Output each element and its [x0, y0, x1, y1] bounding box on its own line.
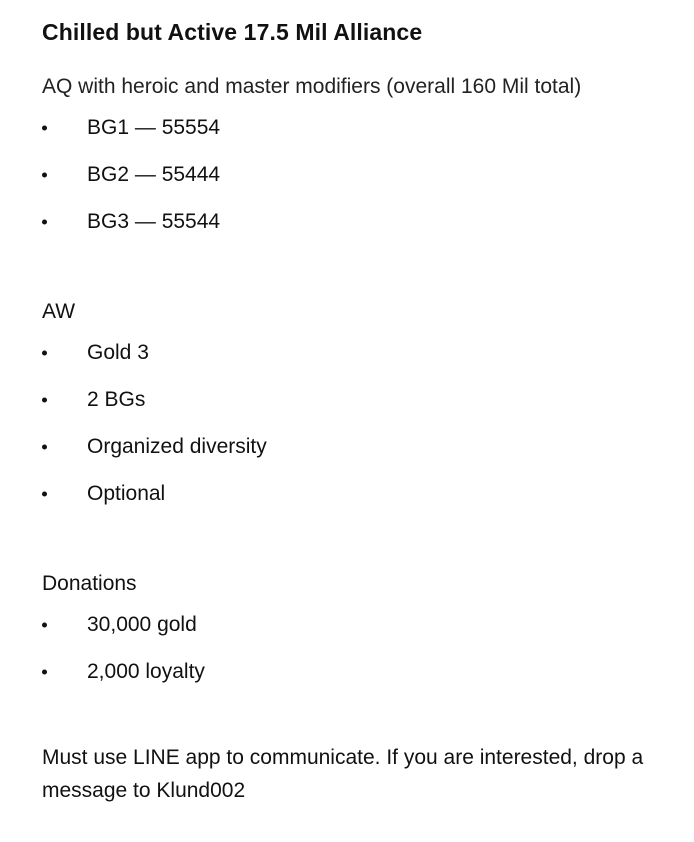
list-item-text: BG2 — 55444 [87, 163, 221, 186]
list-item [42, 423, 674, 470]
list-item-text: BG3 — 55544 [87, 210, 221, 233]
aw-list [42, 329, 674, 517]
bullet-icon [42, 397, 47, 402]
list-item [42, 151, 674, 198]
bullet-icon [42, 491, 47, 496]
list-item [42, 104, 674, 151]
post-content [42, 14, 674, 828]
list-item [42, 648, 674, 695]
list-item [42, 601, 674, 648]
list-item [42, 376, 674, 423]
bullet-icon [42, 350, 47, 355]
bullet-icon [42, 125, 47, 130]
list-item-text: Organized diversity [87, 435, 267, 458]
bullet-icon [42, 172, 47, 177]
bullet-icon [42, 669, 47, 674]
list-item-text: BG1 — 55554 [87, 116, 221, 139]
list-item-text: Gold 3 [87, 341, 149, 364]
contact-note: Must use LINE app to communicate. If you are interested, drop a message to Klund002 [42, 746, 644, 802]
bullet-icon [42, 622, 47, 627]
aw-heading: AW [42, 300, 76, 323]
list-item-text: 2,000 loyalty [87, 660, 205, 683]
list-item [42, 198, 674, 245]
post-title: Chilled but Active 17.5 Mil Alliance [42, 19, 423, 45]
list-item-text: Optional [87, 482, 166, 505]
bullet-icon [42, 219, 47, 224]
list-item [42, 329, 674, 376]
aq-heading: AQ with heroic and master modifiers (overall 160 Mil total) [42, 75, 582, 98]
bullet-icon [42, 444, 47, 449]
list-item-text: 30,000 gold [87, 613, 197, 636]
donations-list [42, 601, 674, 695]
list-item-text: 2 BGs [87, 388, 146, 411]
aq-list [42, 104, 674, 245]
donations-heading: Donations [42, 572, 137, 595]
list-item [42, 470, 674, 517]
